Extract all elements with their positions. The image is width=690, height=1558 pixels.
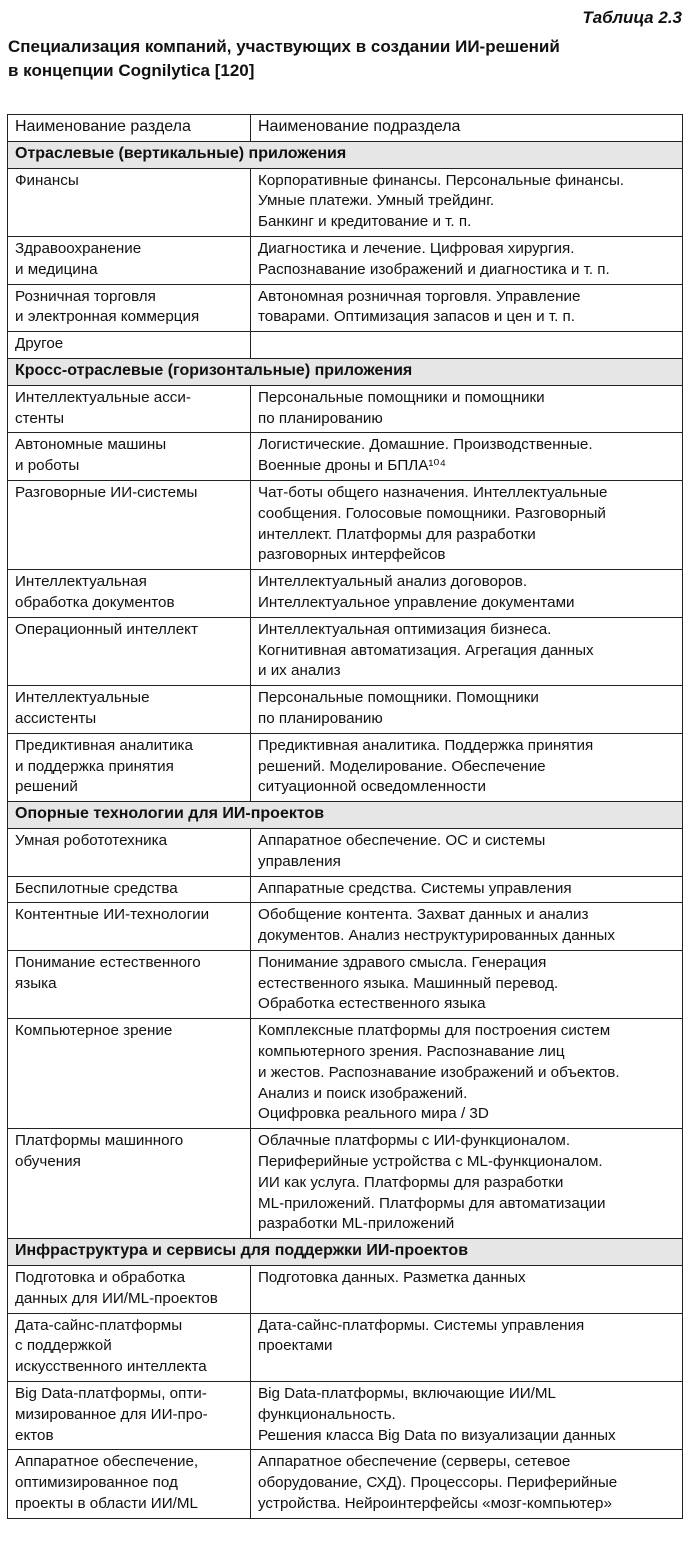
section-title: Отраслевые (вертикальные) приложения <box>8 141 683 168</box>
section-name-cell: Подготовка и обработка данных для ИИ/ML-проектов <box>8 1266 251 1314</box>
subsection-name-cell: Подготовка данных. Разметка данных <box>251 1266 683 1314</box>
section-name-cell: Розничная торговля и электронная коммерция <box>8 284 251 332</box>
table-row <box>8 168 683 236</box>
section-name-cell: Дата-сайнс-платформы с поддержкой искусственного интеллекта <box>8 1313 251 1381</box>
table-row <box>8 1382 683 1450</box>
section-name-cell: Компьютерное зрение <box>8 1019 251 1129</box>
table-body <box>8 141 683 1518</box>
table-row <box>8 903 683 951</box>
subsection-name-cell: Аппаратное обеспечение. ОС и системы управления <box>251 828 683 876</box>
header-subsection-name: Наименование подраздела <box>251 115 683 142</box>
subsection-name-cell: Комплексные платформы для построения систем компьютерного зрения. Распознавание лиц и жестов. Распознавание изображений и объектов. Анализ и поиск изображений. Оцифровка реального мира / 3D <box>251 1019 683 1129</box>
subsection-name-cell: Обобщение контента. Захват данных и анализ документов. Анализ неструктурированных данных <box>251 903 683 951</box>
subsection-name-cell: Дата-сайнс-платформы. Системы управления проектами <box>251 1313 683 1381</box>
section-name-cell: Аппаратное обеспечение, оптимизированное под проекты в области ИИ/ML <box>8 1450 251 1518</box>
subsection-name-cell: Интеллектуальная оптимизация бизнеса. Когнитивная автоматизация. Агрегация данных и их анализ <box>251 617 683 685</box>
section-name-cell: Умная робототехника <box>8 828 251 876</box>
section-name-cell: Контентные ИИ-технологии <box>8 903 251 951</box>
table-row <box>8 876 683 903</box>
table-row <box>8 570 683 618</box>
section-header-row <box>8 802 683 829</box>
table-row <box>8 828 683 876</box>
table-row <box>8 950 683 1018</box>
section-name-cell: Предиктивная аналитика и поддержка принятия решений <box>8 733 251 801</box>
table-row <box>8 686 683 734</box>
table-title: Специализация компаний, участвующих в создании ИИ-решений в концепции Cognilytica [120] <box>8 37 560 80</box>
subsection-name-cell: Персональные помощники. Помощники по планированию <box>251 686 683 734</box>
subsection-name-cell: Интеллектуальный анализ договоров. Интеллектуальное управление документами <box>251 570 683 618</box>
subsection-name-cell: Аппаратные средства. Системы управления <box>251 876 683 903</box>
section-name-cell: Платформы машинного обучения <box>8 1129 251 1239</box>
section-name-cell: Здравоохранение и медицина <box>8 236 251 284</box>
subsection-name-cell: Предиктивная аналитика. Поддержка принятия решений. Моделирование. Обеспечение ситуационной осведомленности <box>251 733 683 801</box>
section-title: Инфраструктура и сервисы для поддержки ИИ-проектов <box>8 1239 683 1266</box>
table-row <box>8 1129 683 1239</box>
section-name-cell: Интеллектуальные ассистенты <box>8 686 251 734</box>
table-row <box>8 1266 683 1314</box>
section-title: Кросс-отраслевые (горизонтальные) приложения <box>8 358 683 385</box>
subsection-name-cell: Персональные помощники и помощники по планированию <box>251 385 683 433</box>
section-name-cell: Интеллектуальные асси- стенты <box>8 385 251 433</box>
table-row <box>8 733 683 801</box>
table-row <box>8 1313 683 1381</box>
subsection-name-cell: Автономная розничная торговля. Управление товарами. Оптимизация запасов и цен и т. п. <box>251 284 683 332</box>
table-caption: Таблица 2.3 <box>582 8 682 27</box>
section-name-cell: Другое <box>8 332 251 359</box>
section-name-cell: Автономные машины и роботы <box>8 433 251 481</box>
subsection-name-cell: Логистические. Домашние. Производственные. Военные дроны и БПЛА¹⁰⁴ <box>251 433 683 481</box>
subsection-name-cell <box>251 332 683 359</box>
section-name-cell: Понимание естественного языка <box>8 950 251 1018</box>
section-title: Опорные технологии для ИИ-проектов <box>8 802 683 829</box>
section-header-row <box>8 358 683 385</box>
table-row <box>8 284 683 332</box>
section-header-row <box>8 1239 683 1266</box>
specialization-table <box>7 114 683 1519</box>
table-row <box>8 385 683 433</box>
subsection-name-cell: Аппаратное обеспечение (серверы, сетевое оборудование, СХД). Процессоры. Периферийные устройства. Нейроинтерфейсы «мозг-компьютер» <box>251 1450 683 1518</box>
table-row <box>8 332 683 359</box>
table-row <box>8 236 683 284</box>
table-row <box>8 1450 683 1518</box>
table-row <box>8 617 683 685</box>
section-name-cell: Операционный интеллект <box>8 617 251 685</box>
subsection-name-cell: Big Data-платформы, включающие ИИ/ML функциональность. Решения класса Big Data по визуализации данных <box>251 1382 683 1450</box>
table-header-row <box>8 115 683 142</box>
section-name-cell: Интеллектуальная обработка документов <box>8 570 251 618</box>
table-row <box>8 480 683 569</box>
section-name-cell: Разговорные ИИ-системы <box>8 480 251 569</box>
subsection-name-cell: Корпоративные финансы. Персональные финансы. Умные платежи. Умный трейдинг. Банкинг и кредитование и т. п. <box>251 168 683 236</box>
subsection-name-cell: Понимание здравого смысла. Генерация естественного языка. Машинный перевод. Обработка естественного языка <box>251 950 683 1018</box>
subsection-name-cell: Облачные платформы с ИИ-функционалом. Периферийные устройства с ML-функционалом. ИИ как услуга. Платформы для разработки ML-приложений. Платформы для автоматизации разработки ML-приложений <box>251 1129 683 1239</box>
subsection-name-cell: Чат-боты общего назначения. Интеллектуальные сообщения. Голосовые помощники. Разговорный интеллект. Платформы для разработки разговорных интерфейсов <box>251 480 683 569</box>
section-name-cell: Беспилотные средства <box>8 876 251 903</box>
table-row <box>8 1019 683 1129</box>
header-section-name: Наименование раздела <box>8 115 251 142</box>
section-name-cell: Big Data-платформы, опти- мизированное для ИИ-про- ектов <box>8 1382 251 1450</box>
subsection-name-cell: Диагностика и лечение. Цифровая хирургия. Распознавание изображений и диагностика и т. п. <box>251 236 683 284</box>
section-name-cell: Финансы <box>8 168 251 236</box>
section-header-row <box>8 141 683 168</box>
table-row <box>8 433 683 481</box>
